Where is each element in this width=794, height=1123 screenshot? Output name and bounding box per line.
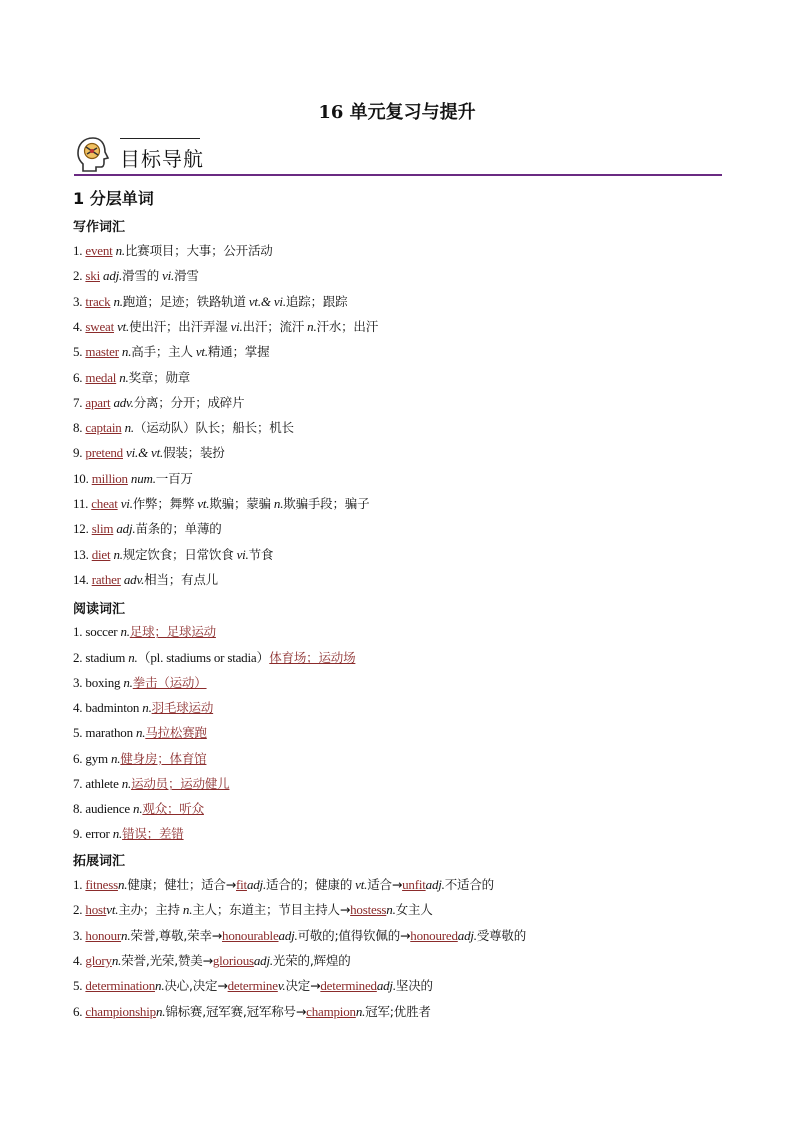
vocab-word: champion: [306, 1003, 356, 1019]
definition: 决定→: [285, 978, 321, 994]
definition: 跑道；足迹；铁路轨道: [122, 293, 246, 309]
item-number: 9.: [73, 445, 86, 461]
part-of-speech: vi.& vt.: [123, 445, 164, 461]
vocab-word: master: [85, 344, 119, 360]
list-item: [73, 673, 207, 691]
item-number: 9.: [73, 826, 86, 842]
item-number: 13.: [73, 546, 92, 562]
vocab-word: athlete: [85, 775, 119, 791]
definition: 相当；有点儿: [144, 571, 218, 587]
definition: 节食: [248, 546, 274, 562]
definition: 光荣的,辉煌的: [272, 952, 351, 968]
part-of-speech: adj.: [246, 877, 267, 892]
part-of-speech: n.: [132, 725, 146, 741]
definition: 荣誉,尊敬,荣幸→: [130, 927, 223, 943]
item-number: 5.: [73, 725, 86, 741]
vocab-word: badminton: [85, 699, 140, 715]
definition: （运动队）队长；船长；机长: [133, 420, 294, 436]
list-item: [73, 545, 273, 563]
definition: 作弊；舞弊: [132, 496, 195, 511]
part-of-speech: adj.: [99, 268, 123, 284]
part-of-speech: n.: [120, 674, 133, 690]
list-item: [73, 799, 204, 817]
answer-text: 观众；听众: [142, 801, 204, 817]
part-of-speech: vt.: [352, 877, 368, 892]
item-number: 6.: [73, 1003, 86, 1019]
definition: 适合→: [367, 877, 403, 892]
list-item: [73, 926, 526, 944]
vocab-word: sweat: [85, 318, 115, 334]
item-number: 7.: [73, 775, 86, 791]
answer-text: 运动员；运动健儿: [131, 775, 230, 791]
item-number: 3.: [73, 293, 86, 309]
definition: 欺骗手段；骗子: [283, 496, 370, 511]
part-of-speech: n.: [121, 420, 134, 436]
item-number: 4.: [73, 318, 86, 334]
part-of-speech: n.: [304, 318, 317, 334]
vocab-word: apart: [85, 394, 111, 410]
part-of-speech: n.: [125, 650, 138, 666]
part-of-speech: n.: [112, 243, 125, 258]
part-of-speech: vi.: [159, 268, 175, 284]
definition: 一百万: [155, 470, 193, 486]
vocab-word: captain: [85, 420, 122, 436]
vocab-word: slim: [91, 521, 114, 537]
item-number: 6.: [73, 750, 86, 766]
part-of-speech: vt.: [114, 318, 130, 334]
definition: 追踪；跟踪: [285, 293, 348, 309]
list-item: [73, 749, 206, 767]
answer-text: 健身房；体育馆: [120, 750, 207, 766]
answer-text: 拳击（运动）: [132, 674, 207, 690]
vocab-word: unfit: [402, 877, 426, 892]
banner-bottom-rule: [74, 174, 722, 176]
answer-text: 体育场；运动场: [269, 650, 356, 666]
banner-top-rule: [120, 138, 200, 139]
definition: 汗水；出汗: [316, 318, 379, 334]
list-item: [73, 266, 199, 284]
answer-text: 足球；足球运动: [129, 624, 216, 639]
definition: 不适合的: [444, 877, 494, 892]
list-item: [73, 519, 222, 537]
vocab-word: honoured: [410, 927, 458, 943]
item-number: 10.: [73, 470, 92, 486]
definition: 主办；主持: [118, 902, 180, 918]
part-of-speech: n.: [386, 902, 396, 918]
item-number: 8.: [73, 801, 86, 817]
part-of-speech: n.: [110, 546, 123, 562]
part-of-speech: n.: [116, 369, 129, 385]
part-of-speech: n.: [107, 750, 121, 766]
answer-text: 错误；差错: [122, 826, 184, 842]
item-number: 3.: [73, 674, 86, 690]
definition: 可敬的;值得钦佩的→: [297, 927, 411, 943]
part-of-speech: n.: [110, 293, 123, 309]
section-heading: 1 分层单词: [73, 189, 154, 208]
list-item: [73, 368, 190, 386]
word-note: （pl. stadiums or stadia）: [137, 650, 270, 666]
answer-text: 羽毛球运动: [151, 699, 214, 715]
list-item: [73, 469, 193, 487]
definition: 精通；掌握: [207, 344, 270, 360]
vocab-word: determined: [320, 978, 377, 994]
vocab-word: determine: [227, 978, 278, 994]
vocab-word: ski: [85, 268, 100, 284]
list-item: [73, 698, 213, 716]
answer-text: 马拉松赛跑: [145, 725, 207, 741]
list-item: [73, 774, 229, 792]
group-heading-extended: 拓展词汇: [73, 854, 126, 869]
part-of-speech: adj.: [376, 978, 396, 994]
item-number: 5.: [73, 344, 86, 360]
part-of-speech: adj.: [278, 927, 298, 943]
list-item: [73, 494, 369, 512]
vocab-word: error: [85, 826, 110, 842]
section-banner: [74, 132, 722, 178]
part-of-speech: n.: [117, 877, 128, 892]
list-item: [73, 824, 184, 842]
vocab-word: cheat: [91, 496, 118, 511]
item-number: 4.: [73, 699, 86, 715]
item-number: 12.: [73, 521, 92, 537]
vocab-word: honourable: [222, 927, 279, 943]
item-number: 2.: [73, 650, 86, 666]
definition: 高手；主人: [131, 344, 193, 360]
definition: 分离；分开；成碎片: [133, 394, 245, 410]
definition: 锦标赛,冠军赛,冠军称号→: [165, 1003, 307, 1019]
vocab-word: medal: [85, 369, 117, 385]
vocab-word: soccer: [85, 624, 118, 639]
definition: 欺骗；蒙骗: [209, 496, 271, 511]
part-of-speech: adj.: [113, 521, 136, 537]
part-of-speech: n.: [179, 902, 193, 918]
vocab-word: stadium: [85, 650, 126, 666]
definition: 冠军;优胜者: [365, 1003, 431, 1019]
vocab-word: event: [85, 243, 113, 258]
vocab-word: glory: [85, 952, 112, 968]
list-item: [73, 1002, 431, 1020]
item-number: 3.: [73, 927, 86, 943]
definition: 健康；健壮；适合→: [127, 877, 236, 892]
vocab-word: host: [85, 902, 107, 918]
definition: 适合的；健康的: [266, 877, 353, 892]
item-number: 4.: [73, 952, 86, 968]
part-of-speech: vt.& vi.: [245, 293, 286, 309]
list-item: [73, 951, 351, 969]
vocab-word: boxing: [85, 674, 121, 690]
part-of-speech: n.: [355, 1003, 366, 1019]
vocab-word: marathon: [85, 725, 133, 741]
list-item: [73, 570, 218, 588]
item-number: 8.: [73, 420, 86, 436]
part-of-speech: n.: [139, 699, 152, 715]
list-item: [73, 647, 355, 666]
vocab-word: gym: [85, 750, 108, 766]
part-of-speech: adv.: [110, 394, 134, 410]
definition: 女主人: [395, 902, 433, 918]
item-number: 5.: [73, 978, 86, 994]
vocab-word: million: [91, 470, 128, 486]
part-of-speech: vt.: [106, 902, 119, 918]
vocab-word: glorious: [212, 952, 254, 968]
list-item: [73, 393, 244, 411]
part-of-speech: adj.: [425, 877, 445, 892]
part-of-speech: n.: [109, 826, 123, 842]
item-number: 1.: [73, 877, 86, 892]
definition: 规定饮食；日常饮食: [122, 546, 234, 562]
list-item: [73, 900, 433, 918]
list-item: [73, 342, 269, 360]
part-of-speech: n.: [270, 496, 284, 511]
definition: 假装；装扮: [163, 445, 225, 461]
item-number: 14.: [73, 571, 92, 587]
item-number: 11.: [73, 496, 92, 511]
item-number: 1.: [73, 624, 86, 639]
definition: 苗条的；单薄的: [135, 521, 222, 537]
list-item: [73, 723, 207, 741]
definition: 决心,决定→: [164, 978, 228, 994]
vocab-word: hostess: [350, 902, 387, 918]
part-of-speech: n.: [121, 927, 131, 943]
part-of-speech: vi.: [233, 546, 249, 562]
group-heading-writing: 写作词汇: [73, 220, 126, 235]
part-of-speech: vi.: [117, 496, 133, 511]
item-number: 1.: [73, 243, 86, 258]
list-item: [73, 241, 273, 259]
vocab-word: fit: [236, 877, 247, 892]
vocab-word: championship: [85, 1003, 156, 1019]
part-of-speech: vt.: [192, 344, 208, 360]
definition: 比赛项目；大事；公开活动: [124, 243, 273, 258]
part-of-speech: v.: [277, 978, 286, 994]
part-of-speech: n.: [130, 801, 143, 817]
definition: 主人；东道主；节目主持人→: [192, 902, 351, 918]
part-of-speech: n.: [155, 1003, 166, 1019]
list-item: [73, 418, 294, 436]
definition: 出汗；流汗: [242, 318, 305, 334]
vocab-word: rather: [91, 571, 121, 587]
definition: 坚决的: [395, 978, 433, 994]
list-item: [73, 443, 225, 461]
list-item: [73, 976, 433, 994]
part-of-speech: n.: [155, 978, 165, 994]
vocab-word: audience: [85, 801, 130, 817]
head-thinking-icon: [74, 135, 112, 173]
part-of-speech: n.: [118, 344, 132, 360]
part-of-speech: adj.: [457, 927, 477, 943]
vocab-word: fitness: [85, 877, 118, 892]
group-heading-reading: 阅读词汇: [73, 602, 126, 617]
item-number: 7.: [73, 394, 86, 410]
definition: 使出汗；出汗弄湿: [129, 318, 228, 334]
definition: 奖章；勋章: [128, 369, 191, 385]
vocab-word: diet: [91, 546, 111, 562]
part-of-speech: vt.: [194, 496, 210, 511]
part-of-speech: n.: [111, 952, 122, 968]
item-number: 2.: [73, 902, 86, 918]
part-of-speech: adj.: [253, 952, 273, 968]
definition: 荣誉,光荣,赞美→: [121, 952, 213, 968]
list-item: [73, 875, 494, 893]
part-of-speech: vi.: [227, 318, 243, 334]
definition: 滑雪的: [122, 268, 160, 284]
part-of-speech: adv.: [120, 571, 145, 587]
vocab-word: determination: [85, 978, 156, 994]
part-of-speech: n.: [117, 624, 130, 639]
vocab-word: pretend: [85, 445, 123, 461]
part-of-speech: n.: [118, 775, 132, 791]
list-item: [73, 317, 378, 335]
definition: 受尊敬的: [476, 927, 527, 943]
list-item: [73, 292, 347, 310]
list-item: [73, 622, 216, 640]
part-of-speech: num.: [127, 470, 156, 486]
item-number: 6.: [73, 369, 86, 385]
definition: 滑雪: [174, 268, 199, 284]
vocab-word: honour: [85, 927, 122, 943]
vocab-word: track: [85, 293, 111, 309]
banner-title: 目标导航: [120, 147, 204, 171]
item-number: 2.: [73, 268, 86, 284]
page-title: 16 单元复习与提升: [318, 102, 476, 123]
